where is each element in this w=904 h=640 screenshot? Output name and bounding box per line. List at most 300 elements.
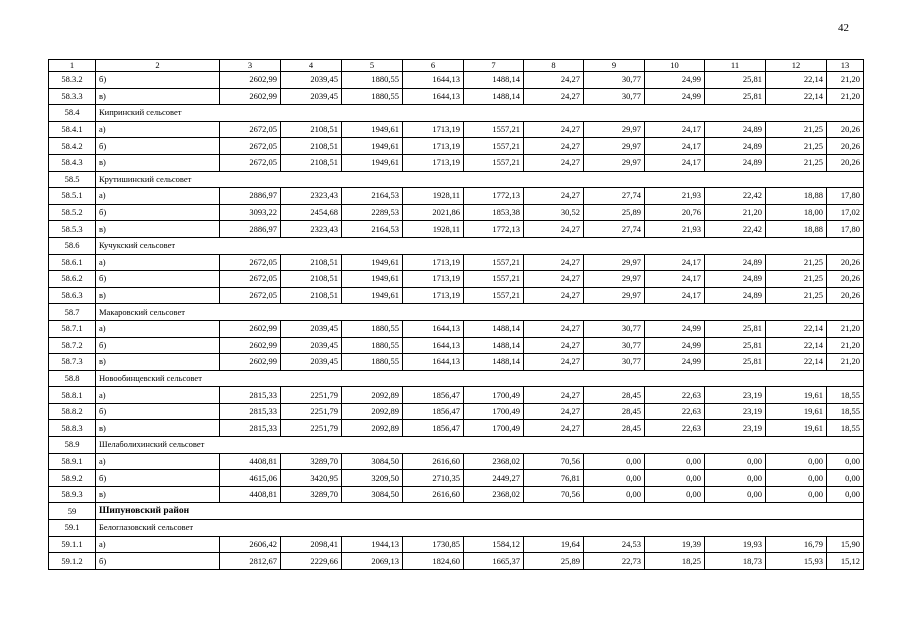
row-code: 58.7.3 [49,354,96,371]
row-letter: в) [96,221,220,238]
value-cell: 2164,53 [342,221,403,238]
row-code: 58.6.2 [49,271,96,288]
value-cell: 20,26 [827,271,864,288]
value-cell: 1713,19 [403,287,464,304]
value-cell: 22,14 [766,72,827,89]
value-cell: 2449,27 [464,470,524,487]
value-cell: 2021,86 [403,204,464,221]
table-row [49,337,864,354]
table-row [49,453,864,470]
table-row [49,553,864,570]
value-cell: 0,00 [645,470,705,487]
value-cell: 19,61 [766,403,827,420]
table-row [49,287,864,304]
value-cell: 1557,21 [464,138,524,155]
row-code: 58.5.3 [49,221,96,238]
section-row [49,520,864,537]
value-cell: 28,45 [584,403,645,420]
value-cell: 1665,37 [464,553,524,570]
value-cell: 2672,05 [220,254,281,271]
value-cell: 21,20 [827,320,864,337]
value-cell: 22,42 [705,188,766,205]
table-row [49,320,864,337]
value-cell: 18,25 [645,553,705,570]
value-cell: 24,27 [524,188,584,205]
row-code: 58.9.3 [49,486,96,503]
row-code: 58.3.2 [49,72,96,89]
value-cell: 3420,95 [281,470,342,487]
value-cell: 2606,42 [220,536,281,553]
row-letter: б) [96,403,220,420]
value-cell: 3084,50 [342,453,403,470]
value-cell: 19,39 [645,536,705,553]
value-cell: 24,89 [705,287,766,304]
column-header: 3 [220,60,281,72]
row-code: 58.5.2 [49,204,96,221]
value-cell: 0,00 [645,486,705,503]
value-cell: 4408,81 [220,486,281,503]
value-cell: 2815,33 [220,387,281,404]
value-cell: 1928,11 [403,221,464,238]
value-cell: 2092,89 [342,403,403,420]
value-cell: 2323,43 [281,221,342,238]
row-letter: а) [96,254,220,271]
section-title: Макаровский сельсовет [96,304,864,321]
value-cell: 22,14 [766,320,827,337]
column-header: 4 [281,60,342,72]
row-letter: в) [96,287,220,304]
value-cell: 25,81 [705,72,766,89]
value-cell: 2672,05 [220,287,281,304]
row-letter: б) [96,204,220,221]
value-cell: 1700,49 [464,387,524,404]
value-cell: 25,81 [705,354,766,371]
column-header: 12 [766,60,827,72]
value-cell: 15,12 [827,553,864,570]
value-cell: 29,97 [584,254,645,271]
value-cell: 29,97 [584,121,645,138]
value-cell: 70,56 [524,453,584,470]
value-cell: 1772,13 [464,221,524,238]
value-cell: 1853,38 [464,204,524,221]
value-cell: 3289,70 [281,453,342,470]
value-cell: 2602,99 [220,354,281,371]
value-cell: 2289,53 [342,204,403,221]
row-letter: б) [96,470,220,487]
value-cell: 3289,70 [281,486,342,503]
value-cell: 17,80 [827,221,864,238]
value-cell: 0,00 [705,453,766,470]
value-cell: 24,27 [524,320,584,337]
value-cell: 24,17 [645,271,705,288]
row-code: 58.4.1 [49,121,96,138]
value-cell: 2812,67 [220,553,281,570]
value-cell: 24,27 [524,337,584,354]
value-cell: 24,99 [645,320,705,337]
value-cell: 24,17 [645,154,705,171]
value-cell: 24,17 [645,138,705,155]
row-code: 58.7.2 [49,337,96,354]
row-code: 58.6.3 [49,287,96,304]
value-cell: 24,99 [645,354,705,371]
table-row [49,536,864,553]
value-cell: 2368,02 [464,453,524,470]
value-cell: 0,00 [705,470,766,487]
column-header: 8 [524,60,584,72]
value-cell: 0,00 [766,453,827,470]
value-cell: 25,81 [705,320,766,337]
value-cell: 2616,60 [403,486,464,503]
value-cell: 2368,02 [464,486,524,503]
value-cell: 25,89 [524,553,584,570]
value-cell: 28,45 [584,420,645,437]
value-cell: 19,61 [766,420,827,437]
value-cell: 30,77 [584,320,645,337]
value-cell: 1856,47 [403,387,464,404]
value-cell: 19,61 [766,387,827,404]
value-cell: 30,77 [584,354,645,371]
value-cell: 1488,14 [464,337,524,354]
row-code: 58.7 [49,304,96,321]
section-row [49,171,864,188]
value-cell: 22,63 [645,420,705,437]
value-cell: 1644,13 [403,337,464,354]
value-cell: 0,00 [584,453,645,470]
value-cell: 1944,13 [342,536,403,553]
value-cell: 0,00 [705,486,766,503]
table-row [49,354,864,371]
value-cell: 24,17 [645,254,705,271]
table-row [49,72,864,89]
value-cell: 2815,33 [220,403,281,420]
value-cell: 17,80 [827,188,864,205]
value-cell: 20,26 [827,254,864,271]
value-cell: 29,97 [584,271,645,288]
value-cell: 0,00 [766,470,827,487]
value-cell: 3084,50 [342,486,403,503]
table-row [49,221,864,238]
value-cell: 24,27 [524,138,584,155]
table-row [49,188,864,205]
value-cell: 1713,19 [403,138,464,155]
value-cell: 24,99 [645,337,705,354]
value-cell: 24,27 [524,254,584,271]
column-header: 10 [645,60,705,72]
value-cell: 1928,11 [403,188,464,205]
table-row [49,121,864,138]
table-body [49,72,864,570]
value-cell: 2039,45 [281,72,342,89]
row-code: 59.1.2 [49,553,96,570]
column-number-row [49,60,864,72]
row-letter: а) [96,320,220,337]
value-cell: 24,89 [705,271,766,288]
value-cell: 24,17 [645,287,705,304]
row-code: 58.5 [49,171,96,188]
value-cell: 24,27 [524,354,584,371]
value-cell: 23,19 [705,403,766,420]
value-cell: 1730,85 [403,536,464,553]
value-cell: 19,64 [524,536,584,553]
row-letter: а) [96,536,220,553]
section-row [49,304,864,321]
value-cell: 2672,05 [220,271,281,288]
value-cell: 1949,61 [342,287,403,304]
section-title: Кучукский сельсовет [96,237,864,254]
value-cell: 27,74 [584,221,645,238]
column-header: 5 [342,60,403,72]
row-code: 58.3.3 [49,88,96,105]
row-code: 59.1.1 [49,536,96,553]
column-header: 11 [705,60,766,72]
row-letter: б) [96,337,220,354]
value-cell: 2251,79 [281,420,342,437]
value-cell: 21,93 [645,221,705,238]
row-letter: в) [96,154,220,171]
value-cell: 76,81 [524,470,584,487]
value-cell: 24,99 [645,88,705,105]
row-code: 58.9.2 [49,470,96,487]
value-cell: 2229,66 [281,553,342,570]
value-cell: 3209,50 [342,470,403,487]
value-cell: 21,25 [766,154,827,171]
column-header: 7 [464,60,524,72]
page-number: 42 [838,22,849,34]
value-cell: 24,89 [705,254,766,271]
value-cell: 20,26 [827,154,864,171]
value-cell: 1949,61 [342,138,403,155]
value-cell: 1557,21 [464,121,524,138]
row-letter: а) [96,453,220,470]
value-cell: 15,93 [766,553,827,570]
row-letter: в) [96,486,220,503]
value-cell: 2039,45 [281,354,342,371]
section-title: Кипринский сельсовет [96,105,864,122]
value-cell: 1644,13 [403,320,464,337]
district-title: Шипуновский район [96,503,864,520]
value-cell: 2069,13 [342,553,403,570]
table-row [49,420,864,437]
value-cell: 1949,61 [342,254,403,271]
value-cell: 1880,55 [342,337,403,354]
value-cell: 2672,05 [220,138,281,155]
table-row [49,271,864,288]
column-header: 9 [584,60,645,72]
value-cell: 21,25 [766,138,827,155]
table-row [49,138,864,155]
value-cell: 18,88 [766,221,827,238]
value-cell: 21,25 [766,254,827,271]
value-cell: 24,27 [524,403,584,420]
value-cell: 21,20 [827,88,864,105]
row-letter: а) [96,188,220,205]
value-cell: 21,20 [827,354,864,371]
value-cell: 1856,47 [403,403,464,420]
value-cell: 24,99 [645,72,705,89]
table-row [49,387,864,404]
value-cell: 20,76 [645,204,705,221]
value-cell: 25,81 [705,88,766,105]
value-cell: 2108,51 [281,121,342,138]
section-title: Новообинцевский сельсовет [96,370,864,387]
value-cell: 2039,45 [281,320,342,337]
value-cell: 21,20 [705,204,766,221]
value-cell: 2616,60 [403,453,464,470]
value-cell: 30,77 [584,337,645,354]
value-cell: 4615,06 [220,470,281,487]
value-cell: 2602,99 [220,88,281,105]
row-code: 58.5.1 [49,188,96,205]
value-cell: 24,27 [524,121,584,138]
value-cell: 1557,21 [464,254,524,271]
value-cell: 24,89 [705,121,766,138]
value-cell: 1949,61 [342,271,403,288]
value-cell: 24,27 [524,271,584,288]
table-row [49,204,864,221]
value-cell: 24,27 [524,221,584,238]
value-cell: 28,45 [584,387,645,404]
value-cell: 2886,97 [220,188,281,205]
value-cell: 22,63 [645,403,705,420]
value-cell: 21,20 [827,72,864,89]
value-cell: 21,93 [645,188,705,205]
district-row [49,503,864,520]
value-cell: 2092,89 [342,387,403,404]
value-cell: 1700,49 [464,403,524,420]
value-cell: 2672,05 [220,154,281,171]
value-cell: 30,52 [524,204,584,221]
value-cell: 2602,99 [220,72,281,89]
value-cell: 2092,89 [342,420,403,437]
value-cell: 2323,43 [281,188,342,205]
row-code: 58.4.2 [49,138,96,155]
row-code: 58.6.1 [49,254,96,271]
value-cell: 18,88 [766,188,827,205]
section-title: Шелаболихинский сельсовет [96,437,864,454]
value-cell: 2602,99 [220,320,281,337]
table-row [49,486,864,503]
value-cell: 2108,51 [281,154,342,171]
value-cell: 22,63 [645,387,705,404]
table-row [49,470,864,487]
table-row [49,88,864,105]
value-cell: 2710,35 [403,470,464,487]
section-row [49,237,864,254]
value-cell: 1700,49 [464,420,524,437]
table-row [49,154,864,171]
value-cell: 24,17 [645,121,705,138]
value-cell: 21,25 [766,271,827,288]
value-cell: 1713,19 [403,254,464,271]
value-cell: 0,00 [827,470,864,487]
value-cell: 16,79 [766,536,827,553]
row-code: 59.1 [49,520,96,537]
value-cell: 1713,19 [403,121,464,138]
value-cell: 25,81 [705,337,766,354]
row-code: 58.9 [49,437,96,454]
value-cell: 2108,51 [281,287,342,304]
value-cell: 2251,79 [281,403,342,420]
value-cell: 20,26 [827,121,864,138]
value-cell: 0,00 [584,486,645,503]
row-code: 58.6 [49,237,96,254]
value-cell: 0,00 [827,486,864,503]
table-row [49,403,864,420]
row-code: 58.8.3 [49,420,96,437]
row-letter: в) [96,354,220,371]
value-cell: 4408,81 [220,453,281,470]
value-cell: 0,00 [584,470,645,487]
value-cell: 2108,51 [281,271,342,288]
value-cell: 1713,19 [403,154,464,171]
value-cell: 2039,45 [281,337,342,354]
column-header: 13 [827,60,864,72]
value-cell: 1949,61 [342,154,403,171]
value-cell: 1644,13 [403,72,464,89]
value-cell: 2108,51 [281,138,342,155]
value-cell: 20,26 [827,138,864,155]
value-cell: 24,89 [705,138,766,155]
value-cell: 70,56 [524,486,584,503]
value-cell: 1584,12 [464,536,524,553]
value-cell: 2886,97 [220,221,281,238]
value-cell: 22,14 [766,337,827,354]
value-cell: 1880,55 [342,320,403,337]
value-cell: 24,27 [524,154,584,171]
section-row [49,370,864,387]
value-cell: 0,00 [645,453,705,470]
value-cell: 1557,21 [464,271,524,288]
column-header: 2 [96,60,220,72]
table-row [49,254,864,271]
value-cell: 27,74 [584,188,645,205]
value-cell: 24,27 [524,287,584,304]
row-letter: в) [96,420,220,437]
value-cell: 18,73 [705,553,766,570]
value-cell: 1772,13 [464,188,524,205]
section-row [49,105,864,122]
value-cell: 23,19 [705,387,766,404]
value-cell: 2039,45 [281,88,342,105]
value-cell: 22,14 [766,354,827,371]
value-cell: 17,02 [827,204,864,221]
row-code: 59 [49,503,96,520]
value-cell: 29,97 [584,287,645,304]
value-cell: 18,55 [827,387,864,404]
value-cell: 2164,53 [342,188,403,205]
section-title: Белоглазовский сельсовет [96,520,864,537]
value-cell: 22,42 [705,221,766,238]
value-cell: 22,73 [584,553,645,570]
row-letter: б) [96,72,220,89]
value-cell: 24,27 [524,88,584,105]
value-cell: 1713,19 [403,271,464,288]
value-cell: 22,14 [766,88,827,105]
column-header: 1 [49,60,96,72]
value-cell: 30,77 [584,88,645,105]
row-code: 58.9.1 [49,453,96,470]
value-cell: 2098,41 [281,536,342,553]
value-cell: 24,27 [524,420,584,437]
value-cell: 1488,14 [464,72,524,89]
value-cell: 1880,55 [342,354,403,371]
section-row [49,437,864,454]
row-letter: а) [96,121,220,138]
value-cell: 23,19 [705,420,766,437]
value-cell: 0,00 [766,486,827,503]
value-cell: 21,25 [766,121,827,138]
value-cell: 1557,21 [464,154,524,171]
